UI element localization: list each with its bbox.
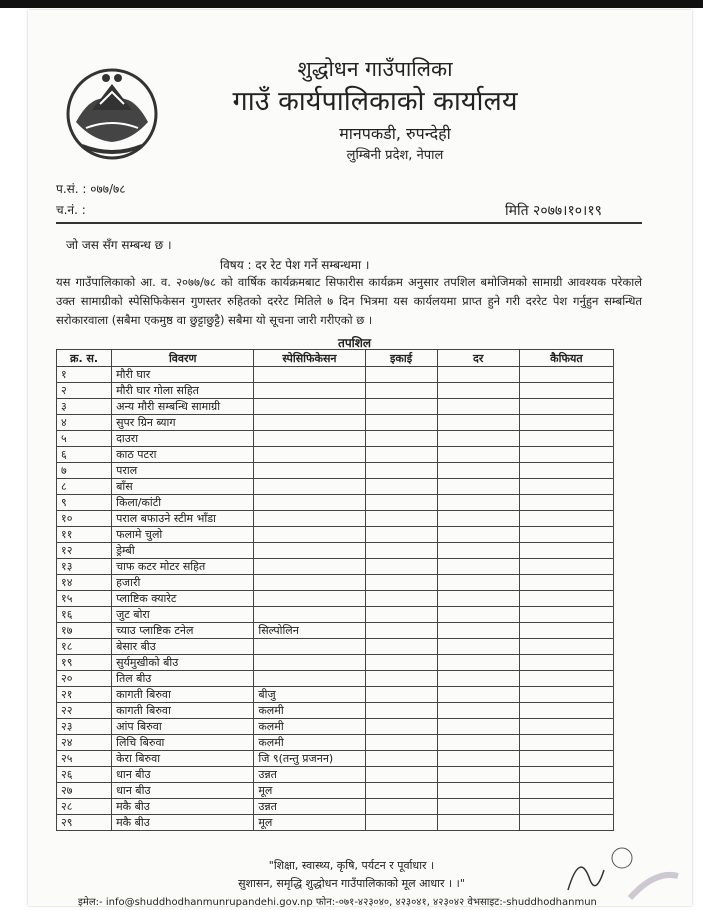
row-specification	[254, 511, 365, 527]
row-description: किला/कांटी	[112, 495, 254, 511]
row-rate	[437, 735, 519, 751]
table-row	[57, 735, 614, 751]
row-rate	[437, 799, 519, 815]
row-unit	[365, 383, 437, 399]
table-row	[57, 671, 614, 687]
row-description: मकै बीउ	[112, 799, 254, 815]
row-remarks	[519, 799, 613, 815]
office-name: गाउँ कार्यपालिकाको कार्यालय	[232, 86, 518, 117]
row-serial: २१	[57, 687, 112, 703]
row-description: प्लाष्टिक क्यारेट	[112, 591, 254, 607]
row-unit	[365, 783, 437, 799]
table-row	[57, 591, 614, 607]
col-rate: दर	[437, 350, 519, 367]
row-unit	[365, 399, 437, 415]
row-unit	[365, 543, 437, 559]
row-unit	[365, 367, 437, 383]
row-rate	[437, 479, 519, 495]
row-specification	[254, 447, 365, 463]
row-specification	[254, 671, 365, 687]
row-unit	[365, 431, 437, 447]
row-description: पराल बफाउने स्टीम भाँडा	[112, 511, 254, 527]
row-rate	[437, 559, 519, 575]
row-specification	[254, 415, 365, 431]
row-description: धान बीउ	[112, 767, 254, 783]
row-description: मौरी घार	[112, 367, 254, 383]
row-unit	[365, 735, 437, 751]
row-remarks	[519, 671, 613, 687]
row-remarks	[519, 767, 613, 783]
row-remarks	[519, 655, 613, 671]
row-remarks	[519, 447, 613, 463]
row-rate	[437, 383, 519, 399]
col-description: विवरण	[112, 350, 254, 367]
row-unit	[365, 495, 437, 511]
letter-subject: विषय : दर रेट पेश गर्ने सम्बन्धमा ।	[220, 258, 370, 272]
row-specification	[254, 367, 365, 383]
row-description: आंप बिरुवा	[112, 719, 254, 735]
row-specification: उन्नत	[254, 799, 365, 815]
salutation: जो जस सँग सम्बन्ध छ ।	[66, 238, 172, 252]
row-rate	[437, 415, 519, 431]
row-unit	[365, 799, 437, 815]
row-specification	[254, 479, 365, 495]
row-unit	[365, 607, 437, 623]
row-specification	[254, 463, 365, 479]
table-row	[57, 463, 614, 479]
row-unit	[365, 671, 437, 687]
items-table	[56, 349, 614, 831]
row-serial: ८	[57, 479, 112, 495]
letter-body: यस गाउँपालिकाको आ. व. २०७७/७८ को वार्षिक कार्यक्रमबाट सिफारीस कार्यक्रम अनुसार तपशिल बमोजिमको सामाग्री आवश्यक परेकाले उक्त सामाग्रीको स्पेसिफिकेसन गुणस्तर रुहितको दररेट मितिले ७ दिन भित्रमा यस कार्यलयमा प्राप्त हुने गरी दररेट पेश गर्नुहुन सम्बन्धित सरोकारवाला (सबैमा एकमुष्ठ वा छुट्टाछुट्टै) सबैमा यो सूचना जारी गरीएको छ ।	[56, 275, 642, 327]
row-serial: ३	[57, 399, 112, 415]
letter-date: मिति २०७७।१०।१९	[505, 203, 602, 219]
row-rate	[437, 687, 519, 703]
row-remarks	[519, 463, 613, 479]
row-specification	[254, 591, 365, 607]
table-row	[57, 575, 614, 591]
row-remarks	[519, 479, 613, 495]
row-serial: ७	[57, 463, 112, 479]
row-remarks	[519, 751, 613, 767]
row-serial: १६	[57, 607, 112, 623]
row-serial: २७	[57, 783, 112, 799]
row-remarks	[519, 543, 613, 559]
row-unit	[365, 639, 437, 655]
col-specification: स्पेसिफिकेसन	[254, 350, 365, 367]
row-serial: ९	[57, 495, 112, 511]
row-specification	[254, 639, 365, 655]
row-description: जुट बोरा	[112, 607, 254, 623]
row-specification	[254, 431, 365, 447]
row-rate	[437, 655, 519, 671]
table-row	[57, 623, 614, 639]
row-description: तिल बीउ	[112, 671, 254, 687]
office-location: मानपकडी, रुपन्देही	[339, 124, 451, 143]
row-serial: १०	[57, 511, 112, 527]
table-row	[57, 607, 614, 623]
header-divider	[56, 222, 642, 224]
signature-stamp-icon	[560, 840, 680, 900]
row-serial: २९	[57, 815, 112, 831]
table-row	[57, 783, 614, 799]
row-serial: १८	[57, 639, 112, 655]
table-row	[57, 767, 614, 783]
row-rate	[437, 639, 519, 655]
row-unit	[365, 591, 437, 607]
row-description: काठ पटरा	[112, 447, 254, 463]
row-description: च्याउ प्लाष्टिक टनेल	[112, 623, 254, 639]
row-remarks	[519, 719, 613, 735]
row-remarks	[519, 703, 613, 719]
row-specification: कलमी	[254, 735, 365, 751]
row-specification: कलमी	[254, 703, 365, 719]
table-header-row	[57, 350, 614, 367]
row-rate	[437, 719, 519, 735]
row-unit	[365, 559, 437, 575]
table-row	[57, 479, 614, 495]
table-row	[57, 655, 614, 671]
row-unit	[365, 575, 437, 591]
row-description: केरा बिरुवा	[112, 751, 254, 767]
row-rate	[437, 399, 519, 415]
row-unit	[365, 415, 437, 431]
row-description: अन्य मौरी सम्बन्धि सामाग्री	[112, 399, 254, 415]
row-remarks	[519, 511, 613, 527]
table-row	[57, 399, 614, 415]
row-remarks	[519, 623, 613, 639]
row-specification	[254, 575, 365, 591]
table-row	[57, 431, 614, 447]
row-description: फलामे चुलो	[112, 527, 254, 543]
row-specification	[254, 655, 365, 671]
nepal-emblem-icon	[62, 62, 162, 162]
row-rate	[437, 783, 519, 799]
row-specification	[254, 495, 365, 511]
row-unit	[365, 815, 437, 831]
row-serial: १४	[57, 575, 112, 591]
col-remarks: कैफियत	[519, 350, 613, 367]
row-rate	[437, 543, 519, 559]
row-serial: २५	[57, 751, 112, 767]
table-row	[57, 447, 614, 463]
row-specification: सिल्पोलिन	[254, 623, 365, 639]
row-description: पराल	[112, 463, 254, 479]
row-unit	[365, 767, 437, 783]
row-rate	[437, 495, 519, 511]
table-row	[57, 719, 614, 735]
row-rate	[437, 431, 519, 447]
row-remarks	[519, 639, 613, 655]
office-province: लुम्बिनी प्रदेश, नेपाल	[346, 148, 444, 163]
row-serial: ११	[57, 527, 112, 543]
row-unit	[365, 655, 437, 671]
letterhead	[180, 55, 570, 165]
row-remarks	[519, 815, 613, 831]
reference-number: प.सं. : ०७७/७८	[56, 182, 126, 196]
row-specification	[254, 399, 365, 415]
row-unit	[365, 703, 437, 719]
row-description: बेसार बीउ	[112, 639, 254, 655]
row-serial: १९	[57, 655, 112, 671]
table-row	[57, 799, 614, 815]
table-caption: तपशिल	[338, 336, 372, 350]
row-remarks	[519, 367, 613, 383]
row-rate	[437, 607, 519, 623]
table-row	[57, 383, 614, 399]
row-unit	[365, 719, 437, 735]
row-unit	[365, 687, 437, 703]
table-row	[57, 639, 614, 655]
row-rate	[437, 591, 519, 607]
table-row	[57, 527, 614, 543]
row-remarks	[519, 735, 613, 751]
row-remarks	[519, 559, 613, 575]
row-unit	[365, 527, 437, 543]
row-serial: १७	[57, 623, 112, 639]
table-row	[57, 495, 614, 511]
row-rate	[437, 815, 519, 831]
table-row	[57, 687, 614, 703]
row-rate	[437, 767, 519, 783]
row-serial: २३	[57, 719, 112, 735]
row-serial: २८	[57, 799, 112, 815]
row-serial: ६	[57, 447, 112, 463]
scan-top-edge	[0, 0, 703, 8]
table-body	[57, 367, 614, 831]
row-remarks	[519, 687, 613, 703]
row-description: दाउरा	[112, 431, 254, 447]
table-row	[57, 815, 614, 831]
row-remarks	[519, 495, 613, 511]
row-serial: २०	[57, 671, 112, 687]
table-row	[57, 703, 614, 719]
row-rate	[437, 463, 519, 479]
row-rate	[437, 575, 519, 591]
row-rate	[437, 671, 519, 687]
table-row	[57, 543, 614, 559]
dispatch-number: च.नं. :	[56, 203, 86, 217]
col-serial: क्र. स.	[57, 350, 112, 367]
row-rate	[437, 751, 519, 767]
row-serial: २४	[57, 735, 112, 751]
row-description: मकै बीउ	[112, 815, 254, 831]
row-serial: २	[57, 383, 112, 399]
row-serial: २२	[57, 703, 112, 719]
footer-contact: इमेल:- info@shuddhodhanmunrupandehi.gov.np फोन:-०७१-४२३०४०, ४२३०४१, ४२३०४२ वेभसाइट:-shuddhodhanmun	[78, 897, 597, 908]
row-specification: कलमी	[254, 719, 365, 735]
row-unit	[365, 463, 437, 479]
row-description: ड्रेम्बी	[112, 543, 254, 559]
row-remarks	[519, 591, 613, 607]
row-serial: ५	[57, 431, 112, 447]
table-row	[57, 367, 614, 383]
row-description: हजारी	[112, 575, 254, 591]
table-row	[57, 511, 614, 527]
row-description: चाफ कटर मोटर सहित	[112, 559, 254, 575]
row-description: कागती बिरुवा	[112, 703, 254, 719]
municipality-name: शुद्धोधन गाउँपालिका	[297, 57, 453, 81]
row-description: धान बीउ	[112, 783, 254, 799]
row-serial: ४	[57, 415, 112, 431]
row-serial: १५	[57, 591, 112, 607]
row-rate	[437, 447, 519, 463]
row-specification	[254, 543, 365, 559]
row-unit	[365, 511, 437, 527]
row-remarks	[519, 415, 613, 431]
row-specification	[254, 527, 365, 543]
row-description: बाँस	[112, 479, 254, 495]
row-description: कागती बिरुवा	[112, 687, 254, 703]
row-specification: बीजु	[254, 687, 365, 703]
row-serial: १३	[57, 559, 112, 575]
row-specification	[254, 559, 365, 575]
footer-slogan-1: "शिक्षा, स्वास्थ्य, कृषि, पर्यटन र पूर्वाधार ।	[268, 859, 435, 872]
row-rate	[437, 623, 519, 639]
row-serial: २६	[57, 767, 112, 783]
row-serial: १	[57, 367, 112, 383]
table-row	[57, 415, 614, 431]
col-unit: इकाई	[365, 350, 437, 367]
row-remarks	[519, 607, 613, 623]
row-description: मौरी घार गोला सहित	[112, 383, 254, 399]
row-rate	[437, 703, 519, 719]
row-description: लिचि बिरुवा	[112, 735, 254, 751]
row-specification: मूल	[254, 815, 365, 831]
row-rate	[437, 527, 519, 543]
row-rate	[437, 511, 519, 527]
row-unit	[365, 447, 437, 463]
row-remarks	[519, 399, 613, 415]
row-unit	[365, 623, 437, 639]
row-specification	[254, 607, 365, 623]
row-remarks	[519, 431, 613, 447]
row-specification: मूल	[254, 783, 365, 799]
row-unit	[365, 751, 437, 767]
row-specification: जि ९(तन्तु प्रजनन)	[254, 751, 365, 767]
row-unit	[365, 479, 437, 495]
row-serial: १२	[57, 543, 112, 559]
row-specification	[254, 383, 365, 399]
row-rate	[437, 367, 519, 383]
row-description: सुपर ग्रिन ब्याग	[112, 415, 254, 431]
row-specification: उन्नत	[254, 767, 365, 783]
row-remarks	[519, 527, 613, 543]
row-remarks	[519, 783, 613, 799]
table-row	[57, 751, 614, 767]
row-description: सुर्यमुखीको बीउ	[112, 655, 254, 671]
row-remarks	[519, 383, 613, 399]
footer-slogan-2: सुशासन, समृद्धि शुद्धोधन गाउँपालिकाको मूल आधार । ।"	[238, 877, 465, 890]
row-remarks	[519, 575, 613, 591]
table-row	[57, 559, 614, 575]
